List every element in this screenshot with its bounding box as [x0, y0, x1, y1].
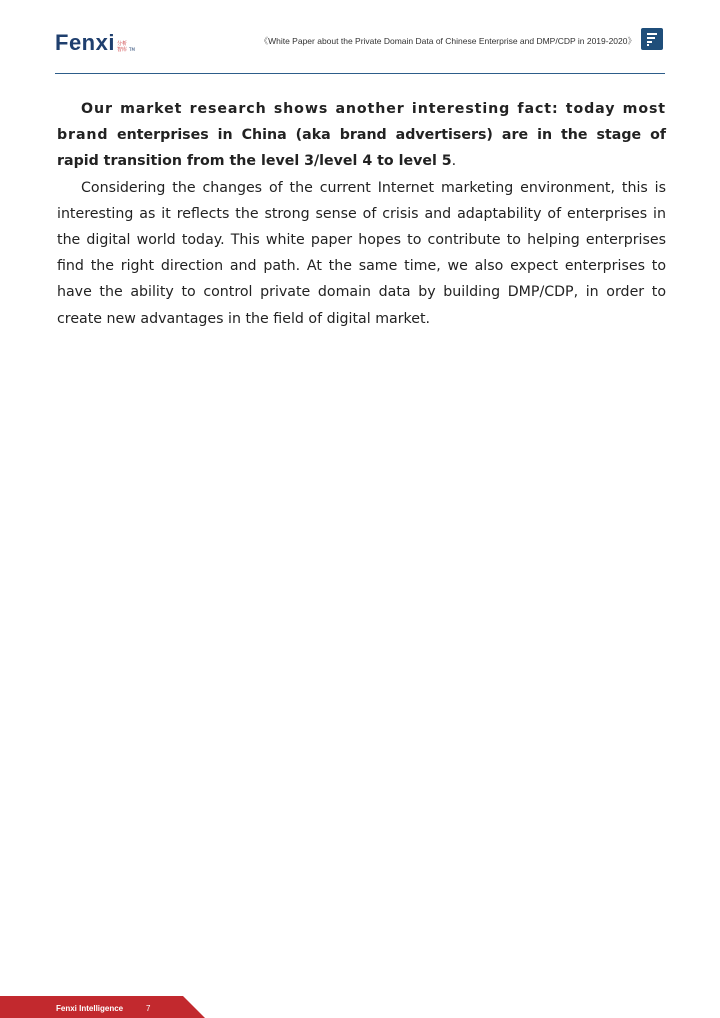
document-f-icon-glyph: [641, 28, 663, 50]
paragraph-marketing-environment: Considering the changes of the current Internet marketing environment, this is interesting as it reflects the strong sense of crisis and adaptability of enterprises in the digital world today. This white paper hopes to contribute to helping enterprises find the right direction and path. At the same time, we also expect enterprises to have the ability to control private domain data by building DMP/CDP, in order to create new advantages in the field of digital market.: [57, 179, 666, 327]
page-header: [0, 0, 720, 80]
bold-lead-text: Our market research shows another interesting fact: today most brand: [57, 101, 666, 144]
period: .: [451, 153, 457, 170]
document-f-icon: [641, 28, 663, 50]
footer-brand-label: Fenxi Intelligence: [56, 1004, 124, 1013]
paragraph-research-finding: [57, 96, 666, 175]
fenxi-logo: [55, 30, 135, 54]
header-rule: [55, 73, 665, 74]
running-title: 《White Paper about the Private Domain Data of Chinese Enterprise and DMP/CDP in 2019-2020》: [259, 36, 636, 46]
page-number: 7: [146, 1004, 151, 1013]
logo-subtitle: 分析 智库: [116, 41, 127, 53]
logo-wordmark: Fenxi: [55, 30, 115, 55]
logo-trademark: TM: [129, 47, 135, 52]
bold-continuation-text: enterprises in China (aka brand advertisers) are in the stage of rapid transition from the level 3/level 4 to level 5: [57, 127, 666, 170]
body-text: [57, 96, 666, 332]
